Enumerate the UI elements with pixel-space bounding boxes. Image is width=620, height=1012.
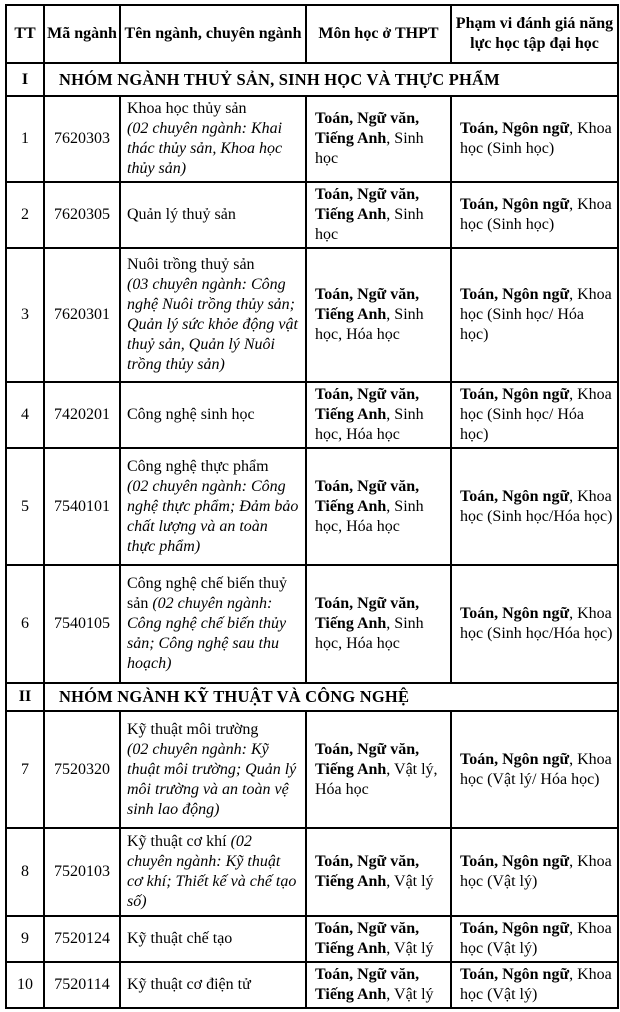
scope-bold: Toán, Ngôn ngữ (460, 966, 570, 983)
cell-code: 7420201 (44, 382, 120, 448)
scope-bold: Toán, Ngôn ngữ (460, 386, 570, 403)
subjects-bold: Toán, Ngữ văn, Tiếng Anh (315, 386, 420, 423)
table-row (6, 448, 618, 565)
scope-bold: Toán, Ngôn ngữ (460, 853, 570, 870)
col-header-scope: Phạm vi đánh giá năng lực học tập đại học (451, 5, 618, 63)
major-detail: (02 chuyên ngành: Kỹ thuật cơ khí; Thiết kế và chế tạo số) (127, 833, 297, 910)
cell-subjects (306, 962, 451, 1008)
cell-tt: 7 (6, 711, 44, 828)
subjects-bold: Toán, Ngữ văn, Tiếng Anh (315, 595, 420, 632)
subjects-rest: , Vật lý (386, 940, 434, 957)
table-row (6, 711, 618, 828)
header-row (6, 5, 618, 63)
subjects-rest: , Vật lý (386, 986, 434, 1003)
cell-tt: 10 (6, 962, 44, 1008)
subjects-rest: , Vật lý (386, 873, 434, 890)
subjects-bold: Toán, Ngữ văn, Tiếng Anh (315, 110, 420, 147)
subjects-rest: , Sinh học (315, 130, 424, 167)
cell-subjects (306, 248, 451, 382)
major-name: Kỹ thuật chế tạo (127, 930, 233, 947)
cell-code: 7520114 (44, 962, 120, 1008)
major-name: Nuôi trồng thuỷ sản (127, 256, 255, 273)
section-title: NHÓM NGÀNH THUỶ SẢN, SINH HỌC VÀ THỰC PHẨM (44, 63, 618, 96)
scope-bold: Toán, Ngôn ngữ (460, 605, 570, 622)
major-name: Công nghệ chế biến thuỷ sản (127, 575, 287, 612)
subjects-bold: Toán, Ngữ văn, Tiếng Anh (315, 740, 420, 778)
cell-name (120, 182, 306, 248)
cell-name (120, 382, 306, 448)
table-row (6, 828, 618, 916)
cell-scope (451, 448, 618, 565)
subjects-bold: Toán, Ngữ văn, Tiếng Anh (315, 966, 420, 1003)
cell-name (120, 962, 306, 1008)
scope-rest: , Khoa học (Sinh học/ Hóa học) (460, 386, 612, 443)
major-name: Công nghệ sinh học (127, 406, 255, 423)
subjects-bold: Toán, Ngữ văn, Tiếng Anh (315, 920, 420, 957)
table-row (6, 96, 618, 182)
scope-bold: Toán, Ngôn ngữ (460, 286, 570, 303)
cell-code: 7520103 (44, 828, 120, 916)
cell-scope (451, 182, 618, 248)
scope-rest: , Khoa học (Vật lý) (460, 920, 612, 957)
major-name: Kỹ thuật môi trường (127, 720, 259, 738)
cell-subjects (306, 711, 451, 828)
cell-code: 7520320 (44, 711, 120, 828)
section-numeral: I (6, 63, 44, 96)
scope-bold: Toán, Ngôn ngữ (460, 750, 570, 768)
subjects-bold: Toán, Ngữ văn, Tiếng Anh (315, 477, 420, 515)
cell-subjects (306, 828, 451, 916)
cell-scope (451, 382, 618, 448)
cell-scope (451, 916, 618, 962)
cell-subjects (306, 448, 451, 565)
cell-name (120, 711, 306, 828)
section-numeral: II (6, 683, 44, 711)
cell-subjects (306, 382, 451, 448)
major-detail: (02 chuyên ngành: Công nghệ chế biến thủy sản; Công nghệ sau thu hoạch) (127, 595, 287, 672)
cell-code: 7620301 (44, 248, 120, 382)
subjects-rest: , Sinh học, Hóa học (315, 406, 424, 443)
table-row (6, 565, 618, 683)
major-name: Kỹ thuật cơ khí (127, 833, 231, 850)
major-name: Công nghệ thực phẩm (127, 457, 269, 475)
cell-scope (451, 248, 618, 382)
scope-rest: , Khoa học (Sinh học) (460, 196, 612, 233)
cell-name (120, 916, 306, 962)
cell-scope (451, 711, 618, 828)
section-row (6, 63, 618, 96)
table-row (6, 916, 618, 962)
cell-code: 7520124 (44, 916, 120, 962)
cell-name (120, 828, 306, 916)
cell-scope (451, 828, 618, 916)
scope-rest: , Khoa học (Sinh học/Hóa học) (460, 605, 613, 642)
cell-subjects (306, 565, 451, 683)
section-title: NHÓM NGÀNH KỸ THUẬT VÀ CÔNG NGHỆ (44, 683, 618, 711)
scope-rest: , Khoa học (Sinh học/ Hóa học) (460, 286, 612, 343)
majors-table (5, 4, 619, 1009)
cell-tt: 3 (6, 248, 44, 382)
major-detail: (03 chuyên ngành: Công nghệ Nuôi trồng thủy sản; Quản lý sức khỏe động vật thuỷ sản, Quản lý Nuôi trồng thủy sản) (127, 276, 298, 373)
cell-tt: 9 (6, 916, 44, 962)
cell-scope (451, 962, 618, 1008)
scope-rest: , Khoa học (Sinh học/Hóa học) (460, 487, 613, 525)
scope-rest: , Khoa học (Vật lý) (460, 966, 612, 1003)
scope-bold: Toán, Ngôn ngữ (460, 920, 570, 937)
table-row (6, 962, 618, 1008)
major-detail: (02 chuyên ngành: Công nghệ thực phẩm; Đảm bảo chất lượng và an toàn thực phẩm) (127, 477, 299, 555)
scope-bold: Toán, Ngôn ngữ (460, 196, 570, 213)
cell-scope (451, 96, 618, 182)
major-detail: (02 chuyên ngành: Khai thác thủy sản, Khoa học thủy sản) (127, 120, 283, 177)
scope-bold: Toán, Ngôn ngữ (460, 487, 570, 505)
subjects-rest: , Sinh học, Hóa học (315, 615, 424, 652)
table-row (6, 382, 618, 448)
scope-rest: , Khoa học (Vật lý/ Hóa học) (460, 750, 612, 788)
col-header-subjects: Môn học ở THPT (306, 5, 451, 63)
cell-tt: 5 (6, 448, 44, 565)
cell-code: 7620303 (44, 96, 120, 182)
subjects-bold: Toán, Ngữ văn, Tiếng Anh (315, 286, 420, 323)
col-header-code: Mã ngành (44, 5, 120, 63)
cell-tt: 4 (6, 382, 44, 448)
cell-name (120, 565, 306, 683)
table-row (6, 182, 618, 248)
scope-rest: , Khoa học (Vật lý) (460, 853, 612, 890)
cell-subjects (306, 182, 451, 248)
subjects-rest: , Vật lý, Hóa học (315, 760, 438, 798)
cell-code: 7540101 (44, 448, 120, 565)
cell-tt: 2 (6, 182, 44, 248)
subjects-rest: , Sinh học, Hóa học (315, 497, 424, 535)
table-row (6, 248, 618, 382)
cell-tt: 8 (6, 828, 44, 916)
cell-subjects (306, 96, 451, 182)
major-name: Quản lý thuỷ sản (127, 206, 236, 223)
section-row (6, 683, 618, 711)
col-header-tt: TT (6, 5, 44, 63)
subjects-bold: Toán, Ngữ văn, Tiếng Anh (315, 186, 420, 223)
subjects-bold: Toán, Ngữ văn, Tiếng Anh (315, 853, 420, 890)
cell-code: 7620305 (44, 182, 120, 248)
subjects-rest: , Sinh học, Hóa học (315, 306, 424, 343)
cell-scope (451, 565, 618, 683)
cell-code: 7540105 (44, 565, 120, 683)
scope-rest: , Khoa học (Sinh học) (460, 120, 612, 157)
subjects-rest: , Sinh học (315, 206, 424, 243)
major-name: Kỹ thuật cơ điện tử (127, 976, 251, 993)
cell-name (120, 448, 306, 565)
cell-tt: 6 (6, 565, 44, 683)
cell-tt: 1 (6, 96, 44, 182)
cell-name (120, 248, 306, 382)
major-detail: (02 chuyên ngành: Kỹ thuật môi trường; Quản lý môi trường và an toàn vệ sinh lao động) (127, 740, 297, 818)
major-name: Khoa học thủy sản (127, 100, 247, 117)
cell-name (120, 96, 306, 182)
scope-bold: Toán, Ngôn ngữ (460, 120, 570, 137)
col-header-name: Tên ngành, chuyên ngành (120, 5, 306, 63)
cell-subjects (306, 916, 451, 962)
